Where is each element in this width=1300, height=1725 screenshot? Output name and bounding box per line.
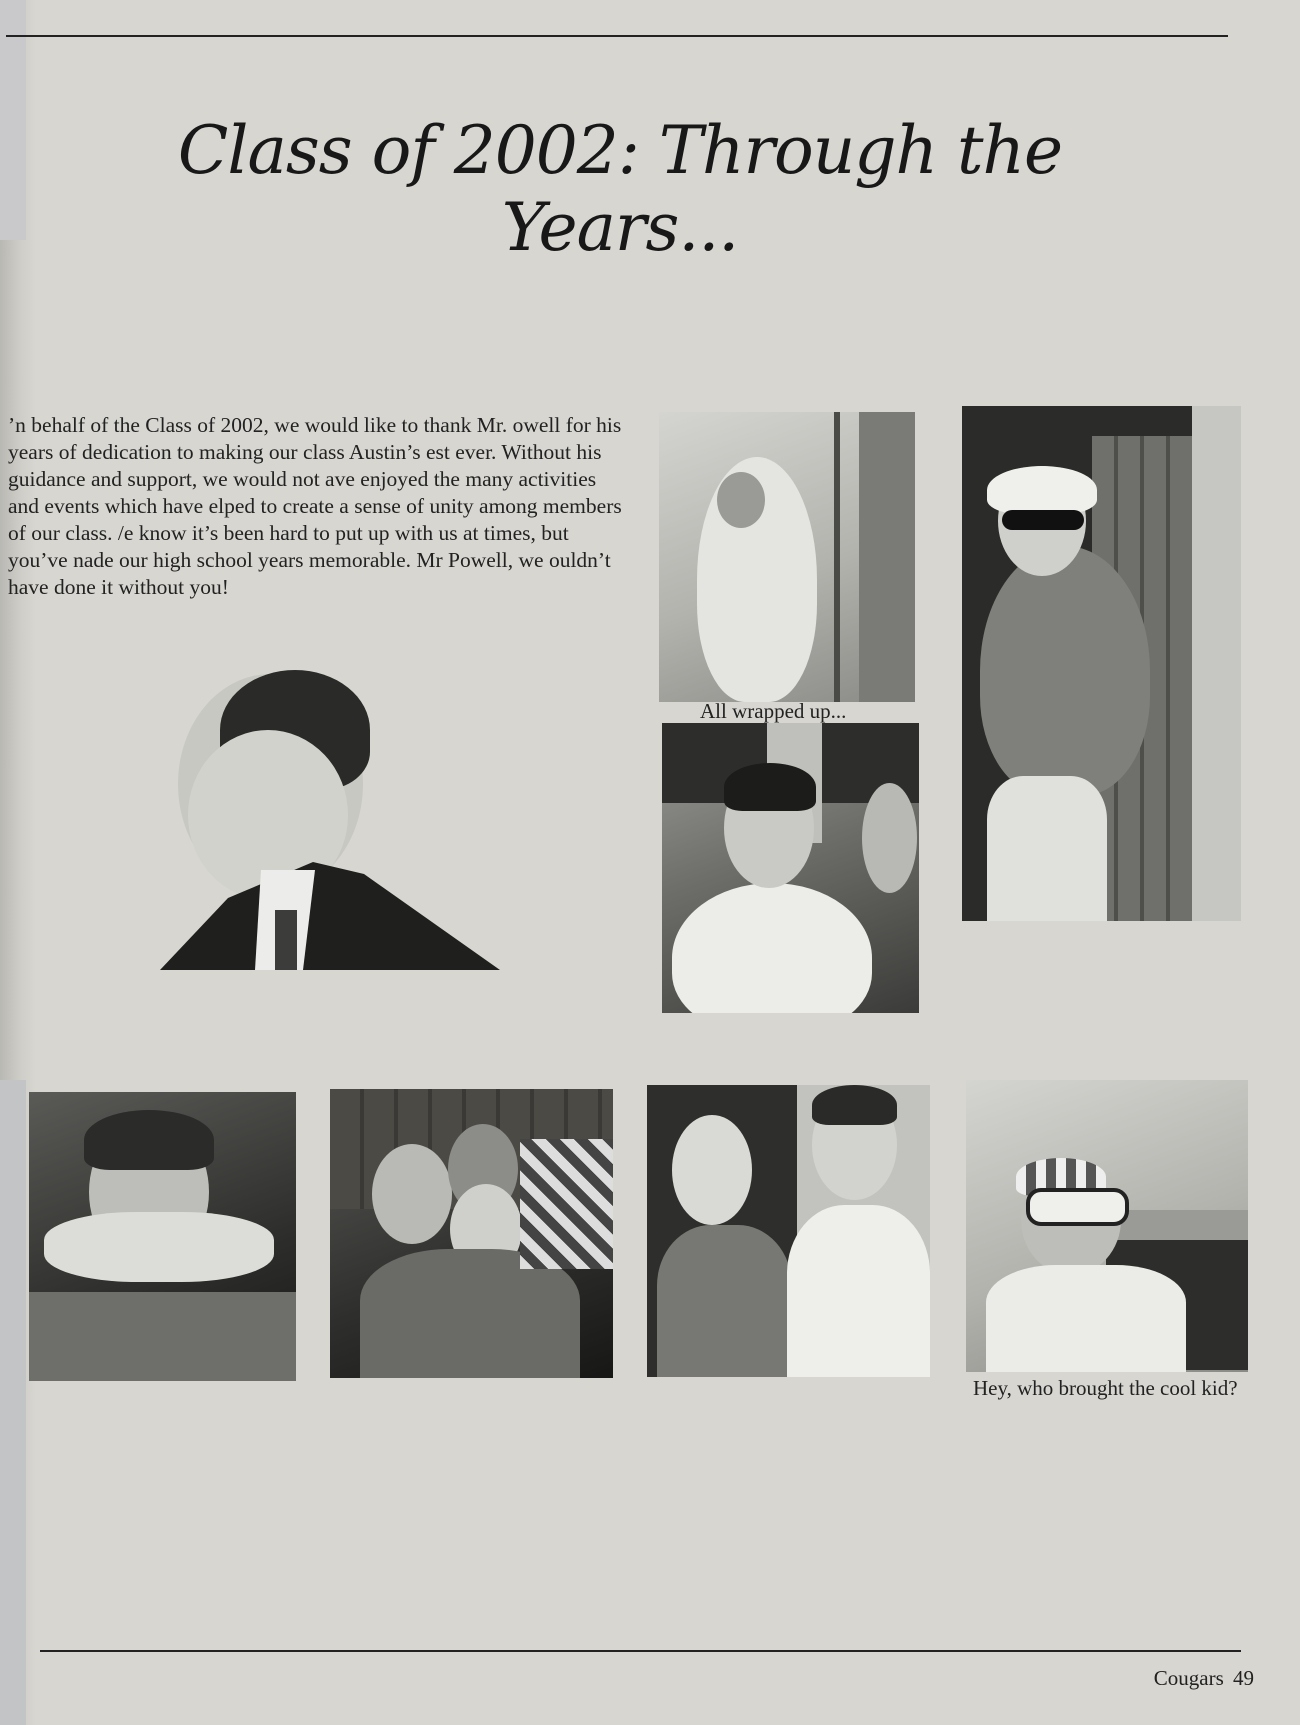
photo-cool-kid xyxy=(966,1080,1248,1372)
page-number: 49 xyxy=(1233,1666,1254,1690)
photo-blanket xyxy=(659,412,915,702)
photo-girl-hands xyxy=(29,1092,296,1381)
photo-locker-sunglasses xyxy=(962,406,1241,921)
page-title: Class of 2002: Through the Years... xyxy=(177,112,1063,266)
photo-group-three xyxy=(330,1089,613,1378)
gutter-shadow xyxy=(0,1080,26,1725)
caption-cool-kid: Hey, who brought the cool kid? xyxy=(973,1376,1238,1400)
photo-pair-outdoors xyxy=(647,1085,930,1377)
intro-paragraph: ’n behalf of the Class of 2002, we would like to thank Mr. owell for his years of dedication to making our class Austin’s est ever. Without his guidance and support, we would not ave enjoyed the many activities and events which have elped to create a sense of unity among members of our class. /e know it’s been hard to put up with us at times, but you’ve nade our high school years memorable. Mr Powell, we ouldn’t have done it without you! xyxy=(8,413,622,599)
photo-thumbs-up xyxy=(662,723,919,1013)
photo-mr-powell xyxy=(160,670,500,970)
page-footer xyxy=(1154,1666,1254,1691)
caption-blanket: All wrapped up... xyxy=(700,699,847,723)
bottom-rule xyxy=(40,1650,1241,1652)
footer-section: Cougars xyxy=(1153,1666,1224,1690)
top-rule xyxy=(6,35,1228,37)
